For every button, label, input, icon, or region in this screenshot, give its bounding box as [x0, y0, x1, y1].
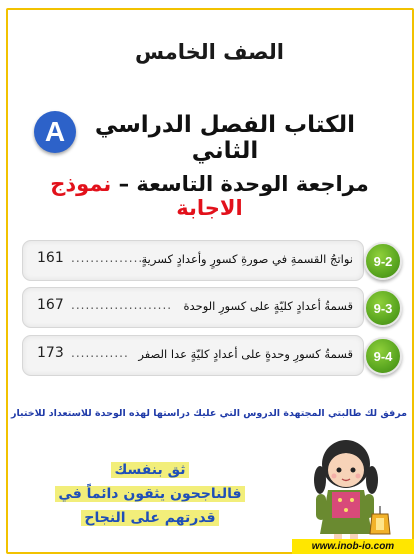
pigtail-left	[314, 466, 326, 494]
semester-badge: A	[34, 111, 76, 153]
cheek-right	[356, 474, 361, 479]
pigtail-right	[366, 466, 378, 494]
leader-dots: .....................	[71, 298, 173, 312]
website-footer[interactable]: www.inob-io.com	[292, 539, 414, 554]
lesson-title: قسمةُ أعدادٍ كليّةٍ على كسورِ الوحدة	[183, 299, 353, 313]
leader-dots: ............	[71, 346, 129, 360]
lesson-title: قسمةُ كسورِ وحدةٍ على أعدادٍ كليّةٍ عدا الصفر	[138, 347, 353, 361]
lesson-row[interactable]	[22, 287, 364, 328]
lesson-number-circle: 9-2	[364, 242, 402, 280]
lantern-glow	[376, 518, 384, 530]
dress-dot	[350, 498, 354, 502]
review-title-text: مراجعة الوحدة التاسعة –	[111, 172, 369, 196]
lesson-page-number: 173	[37, 345, 64, 361]
book-title: الكتاب الفصل الدراسي الثاني	[94, 112, 356, 164]
dress-panel	[332, 492, 360, 518]
quote-line: قدرتهم على النجاح	[81, 510, 218, 526]
lesson-number-circle: 9-4	[364, 337, 402, 375]
quote-line: ثق بنفسك	[111, 462, 188, 478]
answer-key-label: نموذج الاجابة	[50, 172, 243, 220]
grade-title: الصف الخامس	[135, 40, 284, 64]
eye-right	[351, 468, 356, 473]
girl-with-lantern-illustration	[306, 434, 402, 550]
quote-line: فالناجحون يثقون دائماً في	[55, 486, 244, 502]
lesson-page-number: 167	[37, 297, 64, 313]
eye-left	[337, 468, 342, 473]
lesson-page-number: 161	[37, 250, 64, 266]
cheek-left	[332, 474, 337, 479]
study-note: مرفق لك طالبتي المجتهدة الدروس التي عليك دراستها لهذه الوحدة للاستعداد للاختبار	[10, 408, 408, 419]
review-title	[22, 172, 397, 220]
lesson-row[interactable]	[22, 335, 364, 376]
motivational-quote	[55, 458, 245, 530]
arm-left	[316, 494, 326, 520]
lesson-title: نواتجُ القسمةِ في صورةِ كسورٍ وأعدادٍ كسريةٍ	[141, 252, 353, 266]
dress-dot	[338, 498, 342, 502]
dress-dot	[344, 508, 348, 512]
face-shape	[328, 453, 364, 487]
lesson-number-circle: 9-3	[364, 289, 402, 327]
lesson-row[interactable]	[22, 240, 364, 281]
leader-dots: ................	[71, 251, 149, 265]
